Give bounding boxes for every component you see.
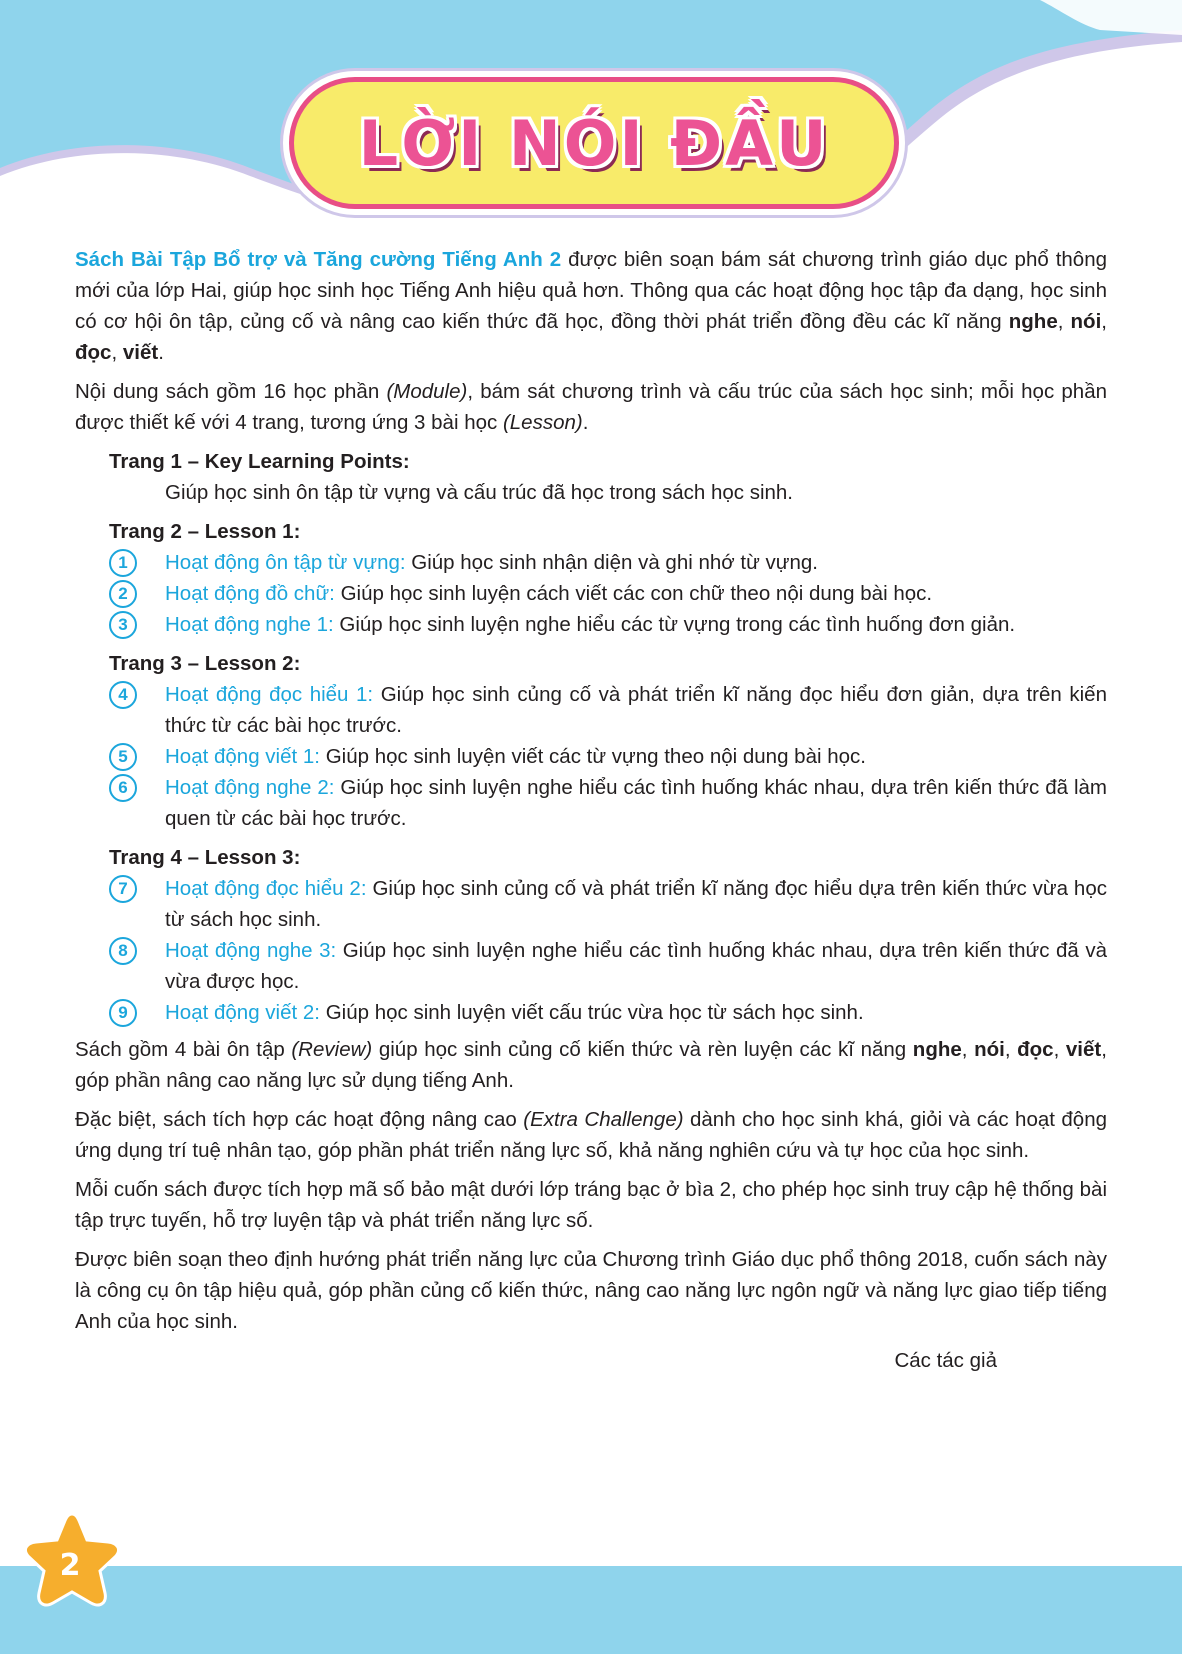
title-banner [294, 82, 894, 204]
activity-item: 9 Hoạt động viết 2: Giúp học sinh luyện viết cấu trúc vừa học từ sách học sinh. [109, 997, 1107, 1028]
page-title: LỜI NÓI ĐẦU [358, 106, 830, 180]
star-icon [18, 1510, 126, 1614]
number-badge: 6 [109, 774, 137, 802]
number-badge: 3 [109, 611, 137, 639]
activity-item: 8 Hoạt động nghe 3: Giúp học sinh luyện nghe hiểu các tình huống khác nhau, dựa trên kiến thức đã và vừa được học. [109, 935, 1107, 997]
number-badge: 1 [109, 549, 137, 577]
page4-heading: Trang 4 – Lesson 3: [109, 846, 301, 869]
closing-paragraph: Được biên soạn theo định hướng phát triển năng lực của Chương trình Giáo dục phổ thông 2018, cuốn sách này là công cụ ôn tập hiệu quả, góp phần củng cố kiến thức, nâng cao năng lực ngôn ngữ và năng lực giao tiếp tiếng Anh của học sinh. [75, 1248, 1107, 1333]
footer-band [0, 1566, 1182, 1654]
signature: Các tác giả [894, 1349, 997, 1372]
activity-item: 3 Hoạt động nghe 1: Giúp học sinh luyện nghe hiểu các từ vựng trong các tình huống đơn giản. [109, 609, 1107, 640]
structure-paragraph: Nội dung sách gồm 16 học phần (Module), bám sát chương trình và cấu trúc của sách học sinh; mỗi học phần được thiết kế với 4 trang, tương ứng 3 bài học (Lesson). [75, 380, 1108, 434]
activity-item: 1 Hoạt động ôn tập từ vựng: Giúp học sinh nhận diện và ghi nhớ từ vựng. [109, 547, 1107, 578]
page-number: 2 [59, 1548, 81, 1583]
page1-heading: Trang 1 – Key Learning Points: [109, 450, 410, 473]
activity-item: 4 Hoạt động đọc hiểu 1: Giúp học sinh củng cố và phát triển kĩ năng đọc hiểu đơn giản, dựa trên kiến thức từ các bài học trước. [109, 679, 1107, 741]
number-badge: 2 [109, 580, 137, 608]
page3-heading: Trang 3 – Lesson 2: [109, 652, 301, 675]
review-paragraph: Sách gồm 4 bài ôn tập (Review) giúp học sinh củng cố kiến thức và rèn luyện các kĩ năng nghe, nói, đọc, viết, góp phần nâng cao năng lực sử dụng tiếng Anh. [75, 1038, 1107, 1092]
security-paragraph: Mỗi cuốn sách được tích hợp mã số bảo mật dưới lớp tráng bạc ở bìa 2, cho phép học sinh truy cập hệ thống bài tập trực tuyến, hỗ trợ luyện tập và phát triển năng lực số. [75, 1178, 1107, 1232]
activity-item: 2 Hoạt động đồ chữ: Giúp học sinh luyện cách viết các con chữ theo nội dung bài học. [109, 578, 1107, 609]
activity-item: 6 Hoạt động nghe 2: Giúp học sinh luyện nghe hiểu các tình huống khác nhau, dựa trên kiến thức đã làm quen từ các bài học trước. [109, 772, 1107, 834]
number-badge: 8 [109, 937, 137, 965]
activity-item: 7 Hoạt động đọc hiểu 2: Giúp học sinh củng cố và phát triển kĩ năng đọc hiểu dựa trên kiến thức vừa học từ sách học sinh. [109, 873, 1107, 935]
number-badge: 9 [109, 999, 137, 1027]
intro-paragraph: Sách Bài Tập Bổ trợ và Tăng cường Tiếng Anh 2 được biên soạn bám sát chương trình giáo dục phổ thông mới của lớp Hai, giúp học sinh học Tiếng Anh hiệu quả hơn. Thông qua các hoạt động học tập đa dạng, học sinh có cơ hội ôn tập, củng cố và nâng cao kiến thức đã học, đồng thời phát triển đồng đều các kĩ năng nghe, nói, đọc, viết. [75, 248, 1108, 364]
book-name: Sách Bài Tập Bổ trợ và Tăng cường Tiếng Anh 2 [75, 248, 562, 271]
number-badge: 4 [109, 681, 137, 709]
number-badge: 7 [109, 875, 137, 903]
page2-heading: Trang 2 – Lesson 1: [109, 520, 301, 543]
preface-content [75, 244, 1107, 1376]
page1-text: Giúp học sinh ôn tập từ vựng và cấu trúc đã học trong sách học sinh. [165, 481, 794, 504]
extra-paragraph: Đặc biệt, sách tích hợp các hoạt động nâng cao (Extra Challenge) dành cho học sinh khá, giỏi và các hoạt động ứng dụng trí tuệ nhân tạo, góp phần phát triển năng lực số, khả năng nghiên cứu và tự học của học sinh. [75, 1108, 1107, 1162]
activity-item: 5 Hoạt động viết 1: Giúp học sinh luyện viết các từ vựng theo nội dung bài học. [109, 741, 1107, 772]
number-badge: 5 [109, 743, 137, 771]
